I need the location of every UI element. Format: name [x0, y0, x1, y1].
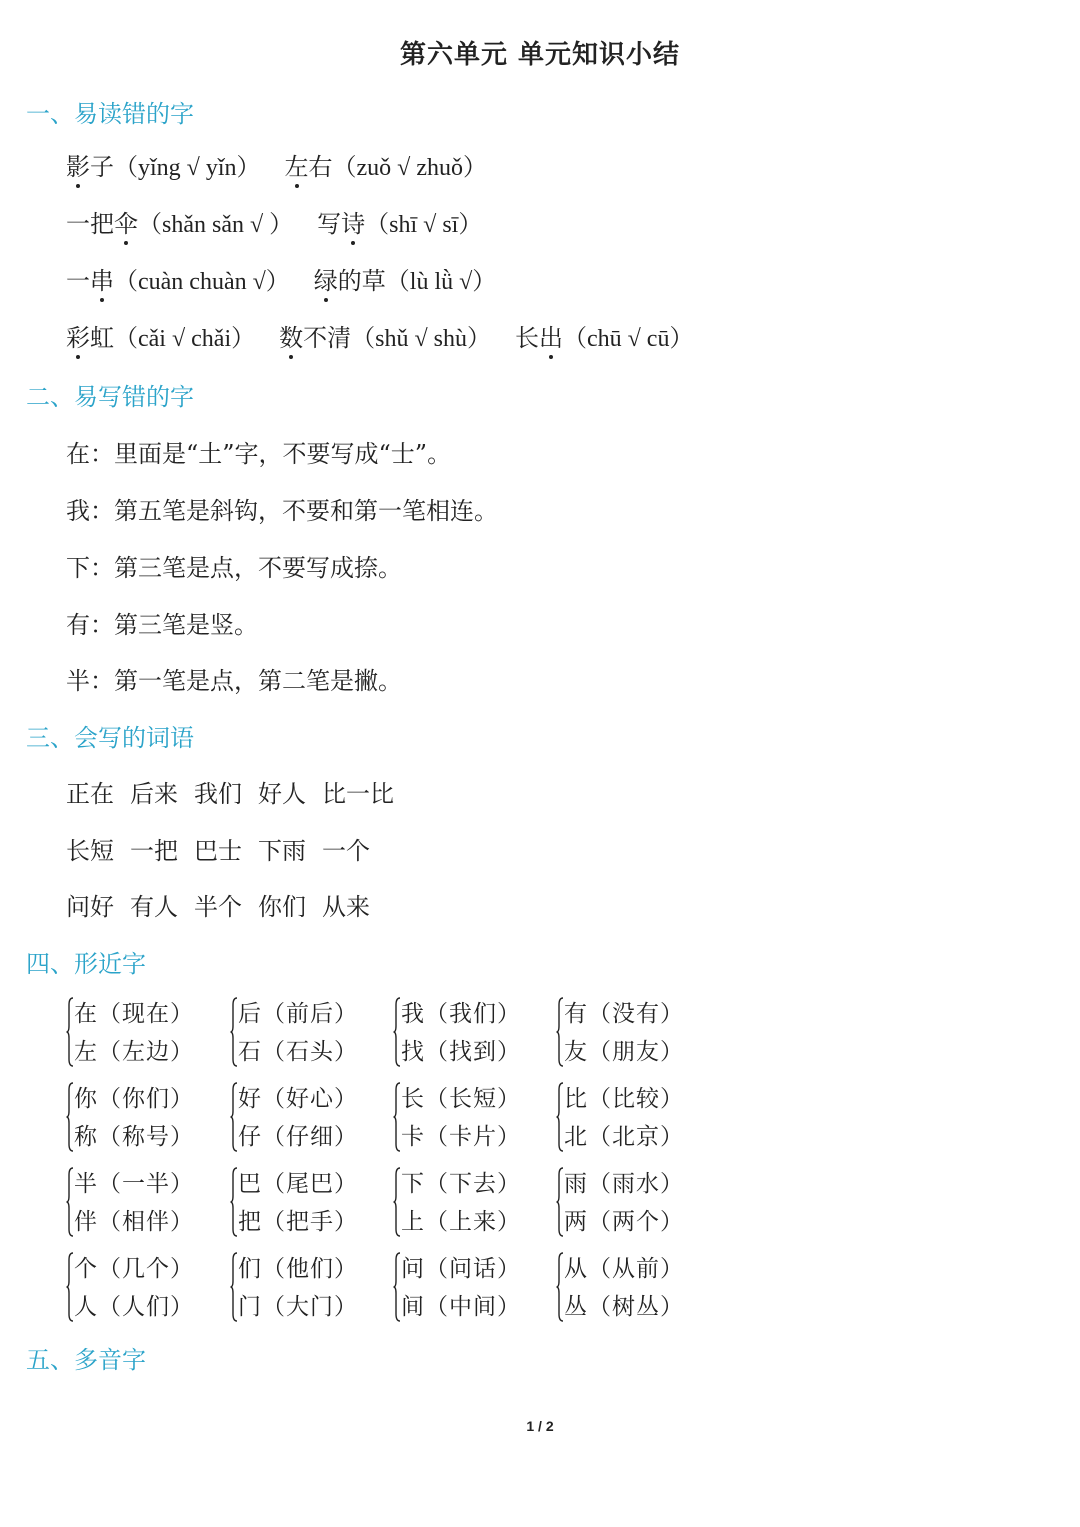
pair-entry: 巴（尾巴） [238, 1171, 358, 1197]
pinyin-options: （cǎi √ chǎi） [114, 326, 256, 352]
vocabulary-word: 我们 [194, 780, 242, 808]
pinyin-options: （shǔ √ shù） [351, 326, 491, 352]
vocabulary-word: 有人 [130, 893, 178, 921]
section-heading-1: 一、易读错的字 [26, 100, 194, 128]
pronunciation-line [66, 147, 487, 182]
vocabulary-word: 好人 [258, 780, 306, 808]
pair-entry: 左（左边） [74, 1039, 194, 1065]
pair-entry: 伴（相伴） [74, 1209, 194, 1235]
pronunciation-word: 彩虹 [66, 324, 114, 352]
pair-entry: 后（前后） [238, 1001, 358, 1027]
emphasized-character: 数 [279, 318, 303, 353]
pair-entry: 长（长短） [401, 1086, 521, 1112]
character-pair [393, 1165, 543, 1237]
pronunciation-line [66, 261, 496, 296]
pronunciation-word: 长出 [515, 324, 563, 352]
pair-entry: 雨（雨水） [564, 1171, 684, 1197]
section-heading-5: 五、多音字 [26, 1346, 146, 1374]
character-pair [393, 995, 543, 1067]
pinyin-options: （cuàn chuàn √） [114, 269, 290, 295]
rule-line: 半：第一笔是点，第二笔是撇。 [66, 667, 402, 695]
brace-icon [230, 1252, 238, 1322]
pronunciation-word: 一把伞 [66, 210, 138, 238]
pronunciation-word: 左右 [285, 153, 333, 181]
brace-icon [230, 1082, 238, 1152]
pair-entry: 个（几个） [74, 1256, 194, 1282]
pair-entry: 间（中间） [401, 1294, 521, 1320]
vocabulary-row [66, 831, 386, 866]
emphasized-character: 绿 [314, 261, 338, 296]
brace-icon [230, 997, 238, 1067]
pair-entry: 从（从前） [564, 1256, 684, 1282]
vocabulary-word: 半个 [194, 893, 242, 921]
character-pair [556, 995, 706, 1067]
pronunciation-word: 绿的草 [314, 267, 386, 295]
character-pair [556, 1250, 706, 1322]
pair-entry: 两（两个） [564, 1209, 684, 1235]
pair-entry: 石（石头） [238, 1039, 358, 1065]
character-pair [66, 1080, 216, 1152]
pair-entry: 在（现在） [74, 1001, 194, 1027]
brace-icon [556, 1252, 564, 1322]
rule-line: 在：里面是“土”字，不要写成“士”。 [66, 440, 452, 468]
pair-entry: 你（你们） [74, 1086, 194, 1112]
vocabulary-row [66, 887, 386, 922]
pronunciation-word: 影子 [66, 153, 114, 181]
pair-entry: 丛（树丛） [564, 1294, 684, 1320]
character-pair [393, 1250, 543, 1322]
emphasized-character: 彩 [66, 318, 90, 353]
vocabulary-word: 长短 [66, 837, 114, 865]
pair-entry: 下（下去） [401, 1171, 521, 1197]
pinyin-options: （chū √ cū） [562, 326, 694, 352]
page-title: 第六单元 单元知识小结 [399, 40, 681, 70]
pinyin-options: （zuǒ √ zhuǒ） [332, 155, 487, 181]
pair-entry: 仔（仔细） [238, 1124, 358, 1150]
emphasized-character: 左 [285, 147, 309, 182]
pair-entry: 上（上来） [401, 1209, 521, 1235]
brace-icon [66, 1082, 74, 1152]
rule-line: 有：第三笔是竖。 [66, 611, 258, 639]
emphasized-character: 诗 [341, 204, 365, 239]
brace-icon [230, 1167, 238, 1237]
character-pair [556, 1165, 706, 1237]
vocabulary-word: 下雨 [258, 837, 306, 865]
pair-entry: 有（没有） [564, 1001, 684, 1027]
pinyin-options: （lù lǜ √） [385, 269, 497, 295]
pinyin-options: （shī √ sī） [365, 212, 483, 238]
brace-icon [393, 1252, 401, 1322]
pair-entry: 北（北京） [564, 1124, 684, 1150]
brace-icon [393, 1082, 401, 1152]
brace-icon [393, 997, 401, 1067]
pair-entry: 问（问话） [401, 1256, 521, 1282]
character-pair [66, 995, 216, 1067]
page-number: 1 / 2 [526, 1418, 554, 1434]
rule-line: 下：第三笔是点，不要写成捺。 [66, 554, 402, 582]
brace-icon [66, 1167, 74, 1237]
vocabulary-word: 正在 [66, 780, 114, 808]
rule-line: 我：第五笔是斜钩，不要和第一笔相连。 [66, 497, 498, 525]
vocabulary-word: 比一比 [322, 780, 394, 808]
vocabulary-word: 巴士 [194, 837, 242, 865]
brace-icon [556, 997, 564, 1067]
vocabulary-word: 一个 [322, 837, 370, 865]
pronunciation-word: 写诗 [317, 210, 365, 238]
emphasized-character: 串 [90, 261, 114, 296]
character-pair [66, 1165, 216, 1237]
vocabulary-word: 一把 [130, 837, 178, 865]
vocabulary-word: 你们 [258, 893, 306, 921]
section-heading-4: 四、形近字 [26, 950, 146, 978]
pronunciation-line [66, 204, 482, 239]
pinyin-options: （yǐng √ yǐn） [114, 155, 261, 181]
pair-entry: 门（大门） [238, 1294, 358, 1320]
character-pair [66, 1250, 216, 1322]
emphasized-character: 影 [66, 147, 90, 182]
emphasized-character: 出 [539, 318, 563, 353]
character-pair [393, 1080, 543, 1152]
pair-entry: 我（我们） [401, 1001, 521, 1027]
vocabulary-word: 后来 [130, 780, 178, 808]
pair-entry: 们（他们） [238, 1256, 358, 1282]
vocabulary-row [66, 774, 410, 809]
brace-icon [393, 1167, 401, 1237]
pair-entry: 卡（卡片） [401, 1124, 521, 1150]
brace-icon [556, 1167, 564, 1237]
character-pair [230, 1165, 380, 1237]
pair-entry: 半（一半） [74, 1171, 194, 1197]
brace-icon [66, 997, 74, 1067]
character-pair [230, 1080, 380, 1152]
pair-entry: 人（人们） [74, 1294, 194, 1320]
vocabulary-word: 从来 [322, 893, 370, 921]
pair-entry: 找（找到） [401, 1039, 521, 1065]
character-pair [556, 1080, 706, 1152]
section-heading-3: 三、会写的词语 [26, 724, 194, 752]
pronunciation-word: 一串 [66, 267, 114, 295]
character-pair [230, 995, 380, 1067]
character-pair [230, 1250, 380, 1322]
emphasized-character: 伞 [114, 204, 138, 239]
pair-entry: 好（好心） [238, 1086, 358, 1112]
pair-entry: 友（朋友） [564, 1039, 684, 1065]
section-heading-2: 二、易写错的字 [26, 383, 194, 411]
pronunciation-word: 数不清 [279, 324, 351, 352]
pinyin-options: （shǎn sǎn √ ） [138, 212, 294, 238]
pair-entry: 比（比较） [564, 1086, 684, 1112]
vocabulary-word: 问好 [66, 893, 114, 921]
pronunciation-line [66, 318, 693, 353]
brace-icon [556, 1082, 564, 1152]
pair-entry: 把（把手） [238, 1209, 358, 1235]
brace-icon [66, 1252, 74, 1322]
pair-entry: 称（称号） [74, 1124, 194, 1150]
